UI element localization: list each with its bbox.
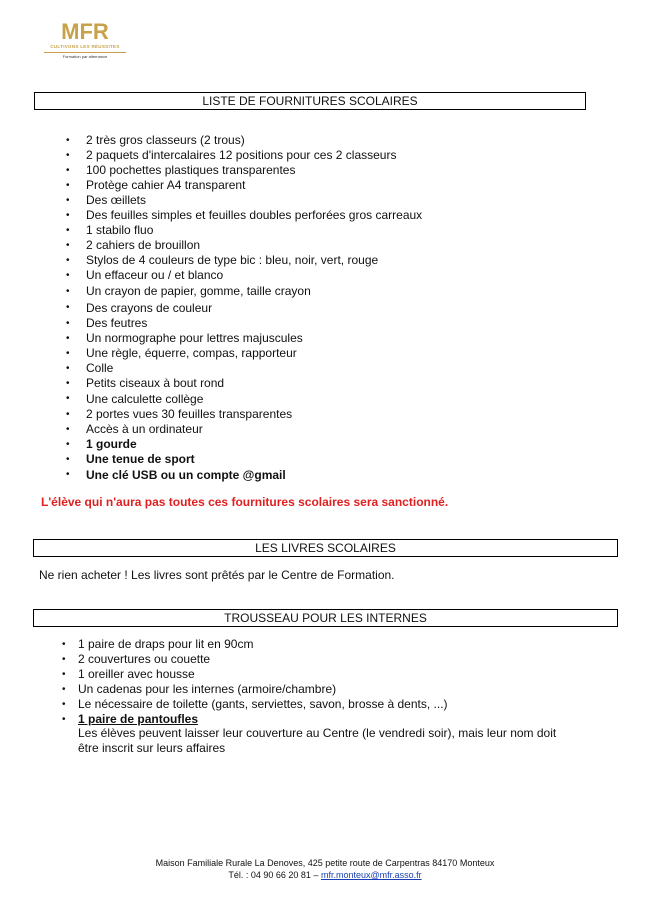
bullet-icon: •: [66, 195, 70, 206]
list-item-label: Une calculette collège: [86, 392, 204, 406]
list-item: [62, 652, 448, 667]
list-item-label: Un crayon de papier, gomme, taille crayon: [86, 284, 311, 298]
list-item: [66, 193, 422, 208]
list-item: [66, 422, 422, 437]
list-item-label: 2 cahiers de brouillon: [86, 238, 201, 252]
list-item: [66, 238, 422, 253]
list-item-label: 1 paire de draps pour lit en 90cm: [78, 637, 254, 651]
list-item: [66, 361, 422, 376]
supplies-title: LISTE DE FOURNITURES SCOLAIRES: [202, 94, 418, 108]
list-item: [62, 637, 448, 652]
list-item: [66, 283, 422, 300]
trousseau-list: [62, 637, 448, 727]
bullet-icon: •: [66, 333, 70, 344]
list-item-label: Un normographe pour lettres majuscules: [86, 331, 303, 345]
list-item-label: 2 portes vues 30 feuilles transparentes: [86, 407, 293, 421]
bullet-icon: •: [62, 714, 66, 725]
footer-contact: [0, 869, 650, 881]
books-text: Ne rien acheter ! Les livres sont prêtés par le Centre de Formation.: [39, 568, 395, 582]
list-item: [62, 682, 448, 697]
list-item: [66, 391, 422, 407]
bullet-icon: •: [62, 654, 66, 665]
list-item: [66, 452, 422, 467]
list-item: [66, 331, 422, 346]
footer-email-link[interactable]: mfr.monteux@mfr.asso.fr: [320, 870, 422, 880]
logo-mark: MFR: [61, 19, 109, 44]
list-item-label: 1 stabilo fluo: [86, 223, 154, 237]
list-item-label: Stylos de 4 couleurs de type bic : bleu, noir, vert, rouge: [86, 253, 379, 267]
list-item: [66, 346, 422, 361]
bullet-icon: •: [62, 639, 66, 650]
footer-address: Maison Familiale Rurale La Denoves, 425 petite route de Carpentras 84170 Monteux: [155, 858, 495, 868]
list-item: [66, 208, 423, 223]
list-item: [66, 467, 422, 483]
list-item-label: 1 paire de pantoufles: [78, 712, 199, 726]
list-item-label: Des feuilles simples et feuilles doubles perforées gros carreaux: [86, 208, 423, 222]
list-item-label: Une tenue de sport: [86, 452, 195, 466]
list-item: [66, 407, 422, 422]
bullet-icon: •: [66, 439, 70, 450]
list-item: [66, 300, 422, 316]
bullet-icon: •: [66, 363, 70, 374]
list-item-label: Une règle, équerre, compas, rapporteur: [86, 346, 297, 360]
list-item-label: Protège cahier A4 transparent: [86, 178, 246, 192]
list-item: [66, 148, 422, 163]
mfr-logo: [44, 20, 126, 59]
logo-subtitle: Formation par alternance: [62, 54, 108, 59]
supplies-list: [66, 133, 423, 483]
bullet-icon: •: [62, 699, 66, 710]
logo-divider: [44, 52, 126, 53]
trousseau-note-line1: Les élèves peuvent laisser leur couverture au Centre (le vendredi soir), mais leur nom doit: [78, 726, 557, 740]
logo-tagline: CULTIVONS LES RÉUSSITES: [50, 44, 120, 49]
list-item: [66, 133, 422, 148]
bullet-icon: •: [66, 240, 70, 251]
list-item-label: Petits ciseaux à bout rond: [86, 376, 225, 390]
bullet-icon: •: [66, 302, 70, 313]
list-item-label: 1 oreiller avec housse: [78, 667, 195, 681]
bullet-icon: •: [66, 454, 70, 465]
list-item-label: Un effaceur ou / et blanco: [86, 268, 224, 282]
list-item-label: 1 gourde: [86, 437, 137, 451]
bullet-icon: •: [66, 318, 70, 329]
footer-phone: Tél. : 04 90 66 20 81 –: [228, 870, 319, 880]
list-item: [66, 437, 422, 452]
bullet-icon: •: [66, 150, 70, 161]
bullet-icon: •: [66, 270, 70, 281]
supplies-title-box: [34, 92, 586, 110]
trousseau-note-line2: être inscrit sur leurs affaires: [78, 741, 226, 755]
bullet-icon: •: [66, 469, 70, 480]
bullet-icon: •: [66, 210, 70, 221]
list-item: [66, 178, 422, 193]
bullet-icon: •: [66, 424, 70, 435]
list-item: [66, 223, 422, 238]
list-item-label: Un cadenas pour les internes (armoire/chambre): [78, 682, 337, 696]
list-item: [66, 376, 422, 391]
books-title: LES LIVRES SCOLAIRES: [255, 541, 396, 555]
bullet-icon: •: [66, 348, 70, 359]
list-item-label: 2 très gros classeurs (2 trous): [86, 133, 245, 147]
list-item-label: Des œillets: [86, 193, 147, 207]
list-item: [66, 316, 422, 331]
supplies-warning: L'élève qui n'aura pas toutes ces fournitures scolaires sera sanctionné.: [41, 495, 449, 509]
bullet-icon: •: [66, 225, 70, 236]
list-item-label: Des crayons de couleur: [86, 301, 213, 315]
books-title-box: [33, 539, 618, 557]
list-item-label: Des feutres: [86, 316, 148, 330]
list-item-label: Accès à un ordinateur: [86, 422, 203, 436]
list-item-label: Colle: [86, 361, 114, 375]
bullet-icon: •: [66, 135, 70, 146]
list-item: [62, 667, 448, 682]
bullet-icon: •: [66, 165, 70, 176]
trousseau-title-box: [33, 609, 618, 627]
bullet-icon: •: [66, 409, 70, 420]
list-item: [62, 712, 448, 727]
list-item: [66, 253, 422, 268]
trousseau-title: TROUSSEAU POUR LES INTERNES: [224, 611, 427, 625]
list-item-label: 100 pochettes plastiques transparentes: [86, 163, 296, 177]
bullet-icon: •: [66, 378, 70, 389]
list-item-label: Le nécessaire de toilette (gants, serviettes, savon, brosse à dents, ...): [78, 697, 448, 711]
bullet-icon: •: [66, 393, 70, 404]
bullet-icon: •: [62, 669, 66, 680]
list-item-label: Une clé USB ou un compte @gmail: [86, 468, 286, 482]
bullet-icon: •: [66, 286, 70, 297]
list-item: [62, 697, 448, 712]
bullet-icon: •: [66, 180, 70, 191]
list-item: [66, 268, 422, 283]
list-item-label: 2 paquets d'intercalaires 12 positions pour ces 2 classeurs: [86, 148, 397, 162]
list-item-label: 2 couvertures ou couette: [78, 652, 211, 666]
bullet-icon: •: [66, 255, 70, 266]
bullet-icon: •: [62, 684, 66, 695]
list-item: [66, 163, 422, 178]
